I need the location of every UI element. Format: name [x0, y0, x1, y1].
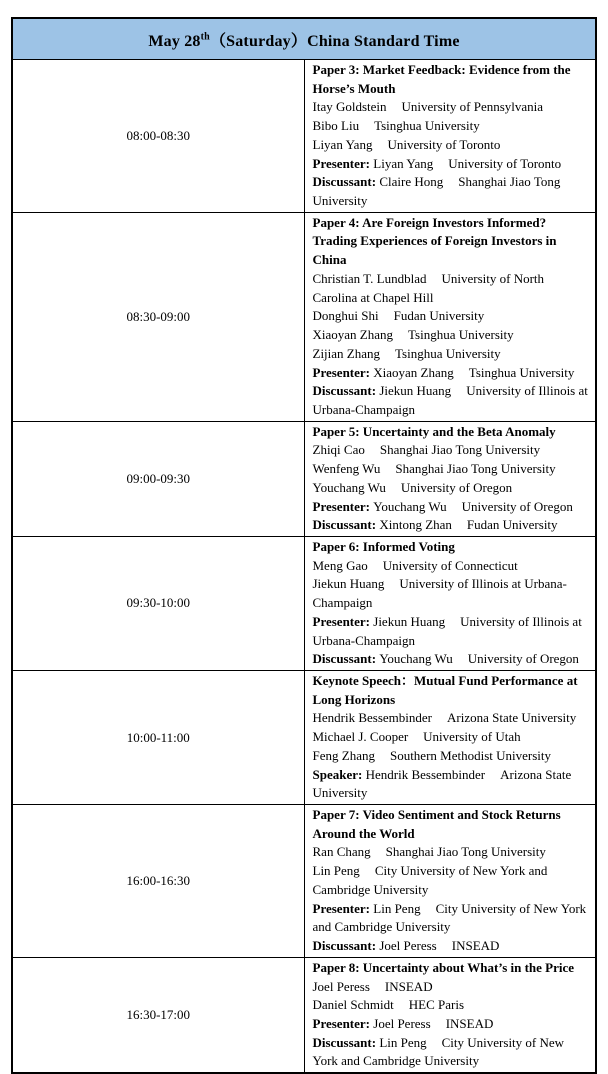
role-label: Speaker:: [312, 766, 366, 782]
person-name: Xintong Zhan: [379, 517, 452, 533]
person-name: Itay Goldstein: [312, 99, 387, 115]
role-label: Presenter:: [312, 155, 374, 171]
person-name: Youchang Wu: [379, 651, 453, 667]
person-affiliation: Tsinghua University: [408, 327, 514, 343]
role-line: [313, 364, 590, 383]
person-affiliation: University of Toronto: [448, 155, 562, 171]
session-content: [304, 671, 596, 805]
session-row: [12, 536, 596, 670]
person-affiliation: Shanghai Jiao Tong University: [395, 461, 556, 477]
author-line: [313, 98, 590, 117]
role-label: Discussant:: [312, 383, 380, 399]
person-affiliation: Tsinghua University: [395, 345, 501, 361]
author-line: [313, 136, 590, 155]
person-name: Zhiqi Cao: [312, 442, 365, 458]
person-name: Feng Zhang: [312, 747, 375, 763]
person-affiliation: University of North Carolina at Chapel Hill: [312, 270, 545, 305]
person-name: Wenfeng Wu: [312, 461, 381, 477]
author-line: [313, 117, 590, 136]
person-name: Claire Hong: [379, 174, 444, 190]
session-title: Paper 5: Uncertainty and the Beta Anomaly: [312, 423, 556, 439]
session-title: Keynote Speech：Mutual Fund Performance at Long Horizons: [312, 673, 578, 707]
person-affiliation: Shanghai Jiao Tong University: [312, 174, 561, 209]
author-line: [313, 862, 590, 899]
role-line: [313, 498, 590, 517]
role-line: [313, 173, 590, 210]
person-name: Meng Gao: [312, 557, 368, 573]
session-title: Paper 4: Are Foreign Investors Informed? Trading Experiences of Foreign Investors in China: [312, 214, 557, 268]
session-rows: [12, 60, 596, 1074]
schedule-table: [11, 17, 597, 1074]
person-affiliation: City University of New York and Cambridge University: [312, 863, 548, 897]
role-label: Presenter:: [312, 900, 374, 916]
author-line: [313, 460, 590, 479]
role-line: [313, 900, 590, 937]
role-line: [313, 613, 590, 650]
person-affiliation: University of Oregon: [461, 498, 573, 514]
person-name: Jiekun Huang: [373, 613, 446, 629]
author-line: [313, 996, 590, 1015]
person-affiliation: Fudan University: [393, 308, 485, 324]
session-content: [304, 212, 596, 421]
person-name: Ran Chang: [312, 844, 371, 860]
person-name: Daniel Schmidt: [312, 997, 394, 1013]
person-affiliation: Shanghai Jiao Tong University: [385, 844, 546, 860]
person-affiliation: Arizona State University: [312, 766, 572, 801]
author-line: [313, 307, 590, 326]
person-name: Hendrik Bessembinder: [365, 766, 486, 782]
session-time: 08:00-08:30: [12, 60, 304, 213]
session-content: [304, 957, 596, 1073]
role-line: [313, 155, 590, 174]
person-affiliation: Tsinghua University: [468, 364, 575, 380]
session-title: Paper 6: Informed Voting: [312, 538, 455, 554]
session-title: Paper 7: Video Sentiment and Stock Returns Around the World: [312, 807, 561, 841]
author-line: [313, 843, 590, 862]
header-row: [12, 18, 596, 60]
role-label: Discussant:: [312, 938, 380, 954]
person-affiliation: INSEAD: [451, 938, 500, 954]
person-name: Liyan Yang: [373, 155, 434, 171]
session-row: [12, 212, 596, 421]
session-row: [12, 421, 596, 536]
person-name: Donghui Shi: [312, 308, 379, 324]
author-line: [313, 709, 590, 728]
person-name: Hendrik Bessembinder: [312, 710, 433, 726]
person-affiliation: HEC Paris: [408, 997, 464, 1013]
role-line: [313, 937, 590, 956]
person-affiliation: INSEAD: [384, 978, 433, 994]
author-line: [313, 326, 590, 345]
author-line: [313, 747, 590, 766]
person-name: Joel Peress: [312, 978, 370, 994]
session-time: 16:00-16:30: [12, 805, 304, 958]
session-content: [304, 421, 596, 536]
person-name: Jiekun Huang: [379, 383, 452, 399]
person-name: Jiekun Huang: [312, 576, 385, 592]
role-label: Discussant:: [312, 174, 380, 190]
person-affiliation: University of Utah: [423, 729, 521, 745]
author-line: [313, 270, 590, 307]
author-line: [313, 728, 590, 747]
person-affiliation: City University of New York and Cambridge University: [312, 900, 587, 935]
session-time: 16:30-17:00: [12, 957, 304, 1073]
role-label: Presenter:: [312, 613, 374, 629]
author-line: [313, 575, 590, 612]
author-line: [313, 345, 590, 364]
person-name: Youchang Wu: [312, 479, 386, 495]
person-name: Bibo Liu: [312, 118, 360, 134]
person-affiliation: University of Illinois at Urbana-Champaign: [312, 383, 588, 417]
person-affiliation: University of Illinois at Urbana-Champaign: [312, 576, 567, 611]
person-name: Christian T. Lundblad: [312, 270, 427, 286]
role-line: [313, 1015, 590, 1034]
person-name: Lin Peng: [373, 900, 421, 916]
person-affiliation: Tsinghua University: [374, 118, 480, 134]
session-time: 10:00-11:00: [12, 671, 304, 805]
session-row: [12, 957, 596, 1073]
role-label: Presenter:: [312, 1015, 374, 1031]
person-name: Xiaoyan Zhang: [373, 364, 454, 380]
person-name: Joel Peress: [379, 938, 437, 954]
header-date-prefix: May 28: [148, 32, 201, 50]
person-affiliation: INSEAD: [445, 1015, 494, 1031]
person-name: Youchang Wu: [373, 498, 447, 514]
author-line: [313, 557, 590, 576]
role-label: Discussant:: [312, 1034, 380, 1050]
header-date-suffix: （Saturday）China Standard Time: [209, 32, 460, 50]
person-affiliation: University of Oregon: [467, 651, 579, 667]
role-label: Presenter:: [312, 364, 374, 380]
person-name: Lin Peng: [379, 1034, 427, 1050]
person-affiliation: Arizona State University: [447, 710, 577, 726]
person-name: Xiaoyan Zhang: [312, 327, 394, 343]
role-line: [313, 1034, 590, 1071]
person-name: Lin Peng: [312, 863, 360, 879]
session-time: 08:30-09:00: [12, 212, 304, 421]
role-line: [313, 650, 590, 669]
session-row: [12, 60, 596, 213]
role-line: [313, 766, 590, 803]
session-title: Paper 3: Market Feedback: Evidence from the Horse’s Mouth: [312, 62, 571, 96]
role-line: [313, 382, 590, 419]
person-affiliation: University of Toronto: [387, 136, 501, 152]
person-affiliation: University of Illinois at Urbana-Champaign: [312, 613, 582, 648]
session-content: [304, 805, 596, 958]
session-content: [304, 536, 596, 670]
person-affiliation: University of Connecticut: [382, 557, 518, 573]
person-affiliation: City University of New York and Cambridge University: [312, 1034, 565, 1069]
person-name: Joel Peress: [373, 1015, 431, 1031]
session-row: [12, 671, 596, 805]
person-name: Zijian Zhang: [312, 345, 381, 361]
person-name: Michael J. Cooper: [312, 729, 409, 745]
session-row: [12, 805, 596, 958]
author-line: [313, 441, 590, 460]
role-label: Discussant:: [312, 517, 380, 533]
header-date-superscript: th: [200, 31, 210, 43]
schedule-day-header: [12, 18, 596, 60]
person-affiliation: University of Pennsylvania: [401, 99, 544, 115]
session-time: 09:30-10:00: [12, 536, 304, 670]
session-time: 09:00-09:30: [12, 421, 304, 536]
person-affiliation: University of Oregon: [400, 479, 513, 495]
role-label: Presenter:: [312, 498, 374, 514]
session-title: Paper 8: Uncertainty about What’s in the Price: [312, 959, 575, 975]
role-line: [313, 516, 590, 535]
session-content: [304, 60, 596, 213]
person-affiliation: Southern Methodist University: [389, 747, 552, 763]
person-affiliation: Shanghai Jiao Tong University: [379, 442, 541, 458]
person-affiliation: Fudan University: [466, 517, 558, 533]
person-name: Liyan Yang: [312, 136, 373, 152]
author-line: [313, 479, 590, 498]
author-line: [313, 978, 590, 997]
role-label: Discussant:: [312, 651, 380, 667]
